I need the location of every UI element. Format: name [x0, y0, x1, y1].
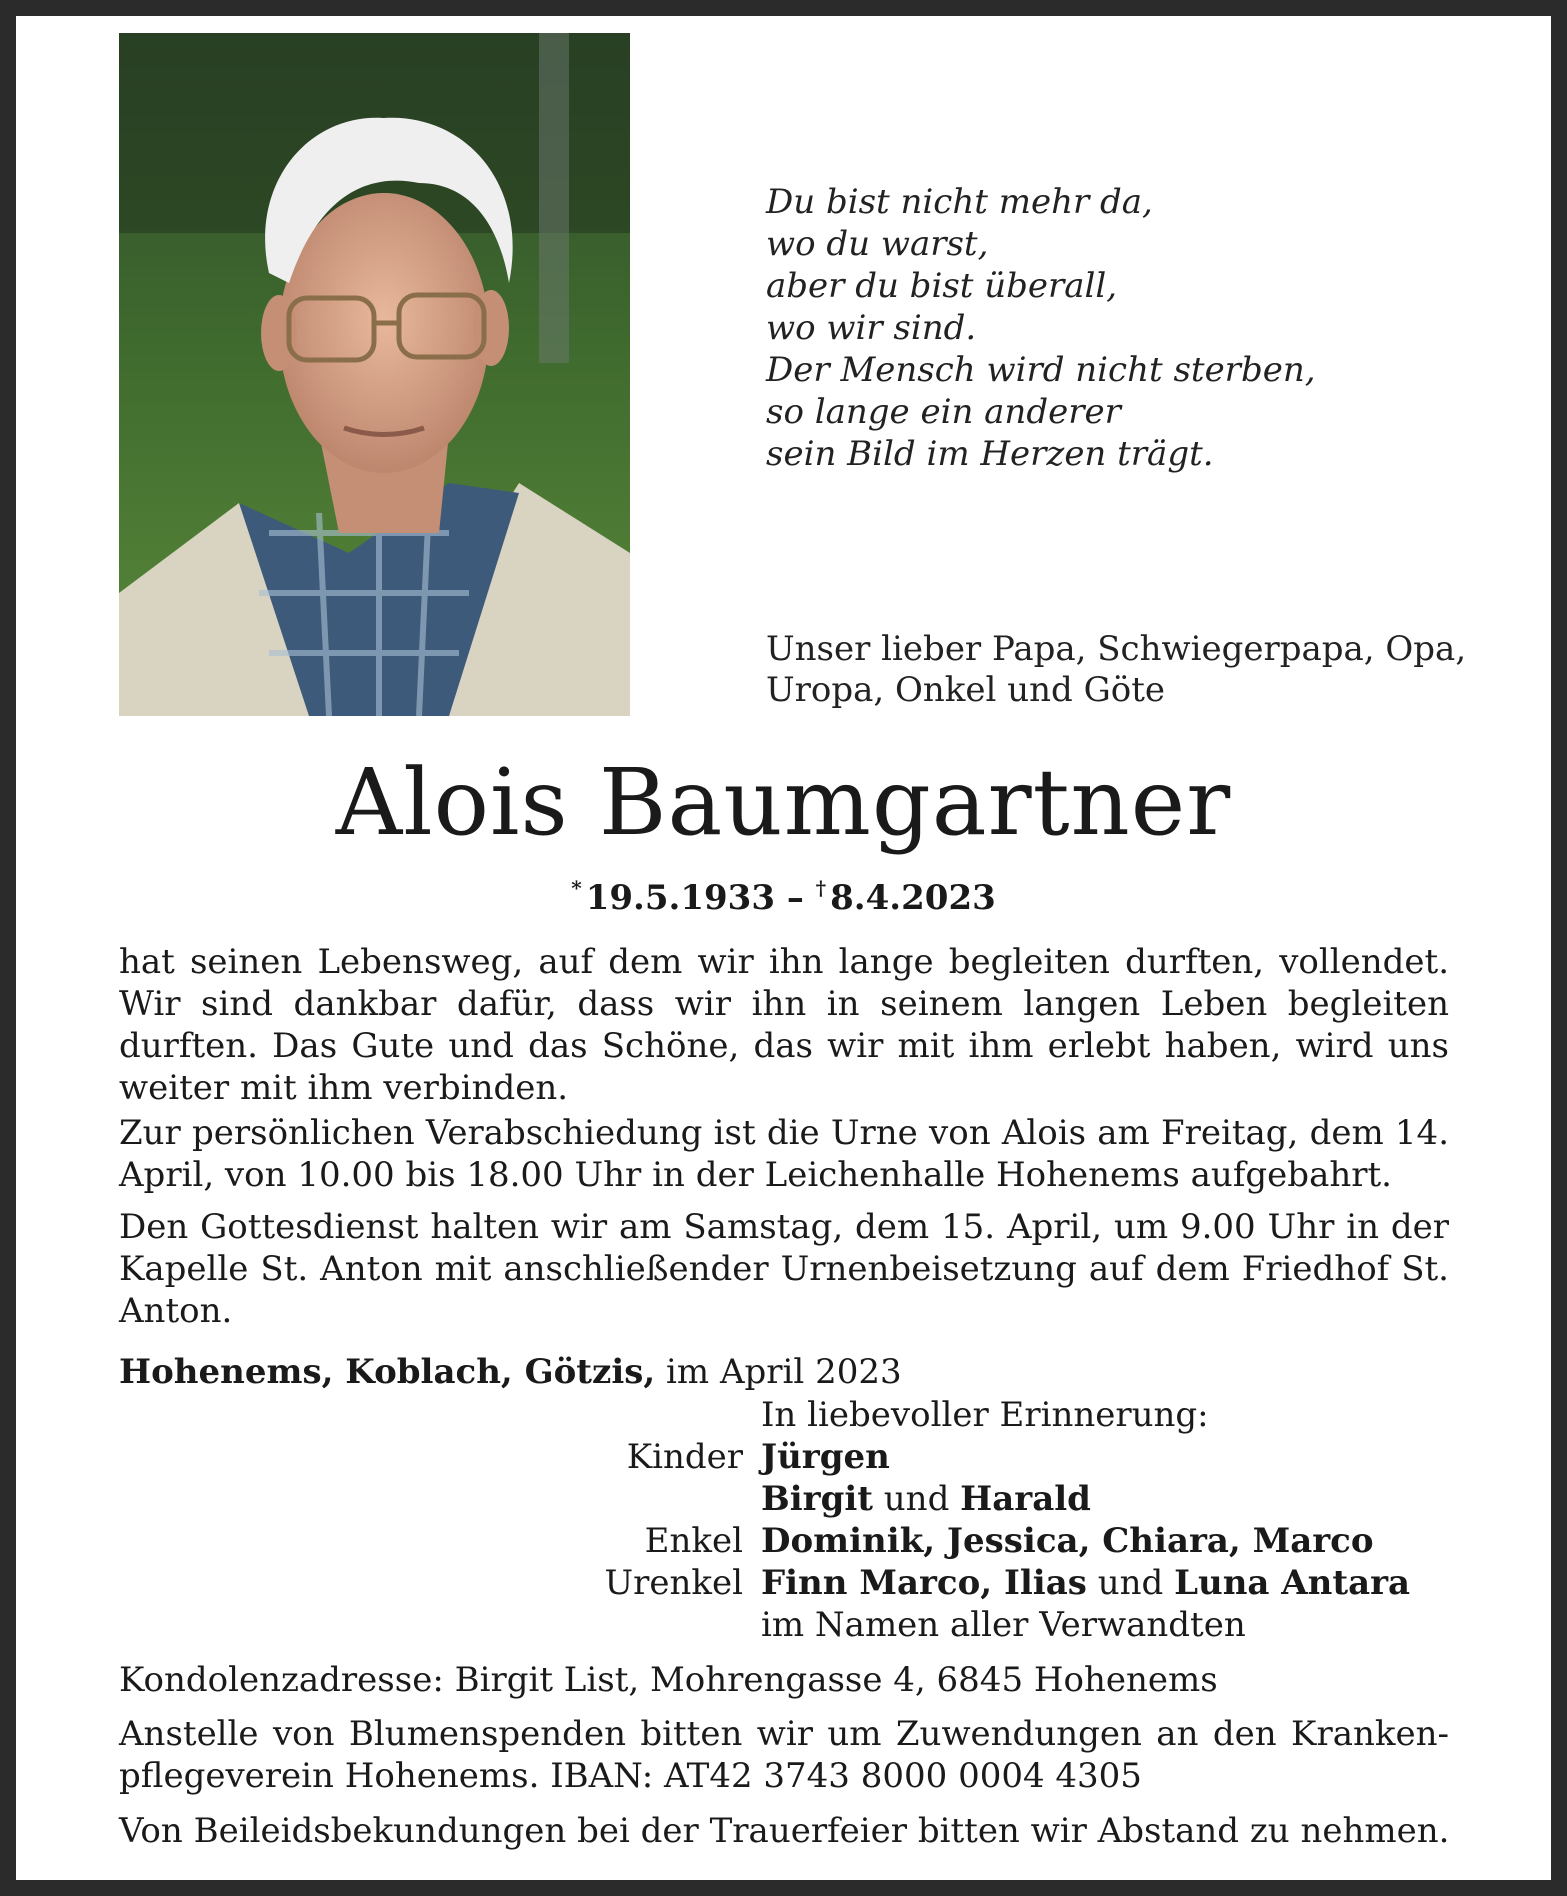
condolence-note: Von Beileidsbekundungen bei der Trauerfeier bitten wir Abstand zu nehmen.	[119, 1811, 1450, 1851]
kinder-name: Birgit	[761, 1479, 873, 1519]
poem-line: sein Bild im Herzen trägt.	[766, 434, 1214, 474]
kinder-label: Kinder	[626, 1437, 743, 1477]
poem-line: wo du warst,	[766, 224, 989, 264]
intro-text	[766, 629, 1526, 711]
birth-symbol: *	[571, 876, 582, 900]
kinder-names-2	[761, 1478, 1091, 1520]
poem-line: Du bist nicht mehr da,	[766, 182, 1153, 222]
closing-line: im Namen aller Verwandten	[761, 1605, 1246, 1645]
kinder-names-1	[761, 1436, 890, 1478]
life-dates	[16, 868, 1551, 918]
kinder-name: Jürgen	[761, 1437, 890, 1477]
poem-line: wo wir sind.	[766, 308, 977, 348]
urenkel-name: Finn Marco, Ilias	[761, 1563, 1087, 1603]
death-symbol: †	[815, 876, 827, 900]
urenkel-label: Urenkel	[604, 1563, 743, 1603]
portrait-photo	[119, 33, 630, 716]
donation-note: Anstelle von Blumenspenden bitten wir um Zuwendungen an den Kranken-pflegeverein Hohenems. IBAN: AT42 3743 8000 0004 4305	[119, 1714, 1449, 1796]
paragraph-farewell: Zur persönlichen Verabschiedung ist die Urne von Alois am Freitag, dem 14. April, von 10.00 bis 18.00 Uhr in der Leichenhalle Hohenems aufgebahrt.	[119, 1113, 1449, 1195]
conjunction: und	[883, 1479, 950, 1519]
place-towns: Hohenems, Koblach, Götzis,	[119, 1352, 656, 1392]
date-dash: –	[786, 878, 804, 918]
deceased-name: Alois Baumgartner	[335, 749, 1232, 856]
enkel-name: Dominik, Jessica, Chiara, Marco	[761, 1521, 1374, 1561]
obituary-notice	[16, 16, 1551, 1880]
conjunction: und	[1097, 1563, 1164, 1603]
urenkel-names	[761, 1562, 1410, 1604]
poem-line: so lange ein anderer	[766, 392, 1121, 432]
birth-date: 19.5.1933	[585, 878, 775, 918]
place-month: im April 2023	[666, 1352, 902, 1392]
intro-line-1: Unser lieber Papa, Schwiegerpapa, Opa,	[766, 629, 1467, 669]
paragraph-life: hat seinen Lebensweg, auf dem wir ihn lange begleiten durften, vollendet. Wir sind dankbar dafür, dass wir ihn in seinem langen Leben begleiten durften. Das Gute und das Schöne, das wir mit ihm erlebt haben, wird uns weiter mit ihm verbinden.	[119, 942, 1449, 1108]
place-date	[119, 1351, 902, 1393]
enkel-label: Enkel	[644, 1521, 743, 1561]
death-date: 8.4.2023	[830, 878, 996, 918]
enkel-names	[761, 1520, 1374, 1562]
poem	[766, 181, 1486, 475]
condolence-address: Kondolenzadresse: Birgit List, Mohrengasse 4, 6845 Hohenems	[119, 1660, 1218, 1700]
urenkel-name: Luna Antara	[1174, 1563, 1411, 1603]
poem-line: aber du bist überall,	[766, 266, 1118, 306]
intro-line-2: Uropa, Onkel und Göte	[766, 670, 1165, 710]
paragraph-service: Den Gottesdienst halten wir am Samstag, dem 15. April, um 9.00 Uhr in der Kapelle St. Anton mit anschließender Urnenbeisetzung auf dem Friedhof St. Anton.	[119, 1207, 1449, 1331]
kinder-name: Harald	[960, 1479, 1091, 1519]
memory-heading: In liebevoller Erinnerung:	[761, 1395, 1209, 1435]
poem-line: Der Mensch wird nicht sterben,	[766, 350, 1316, 390]
portrait-illustration	[119, 33, 630, 716]
